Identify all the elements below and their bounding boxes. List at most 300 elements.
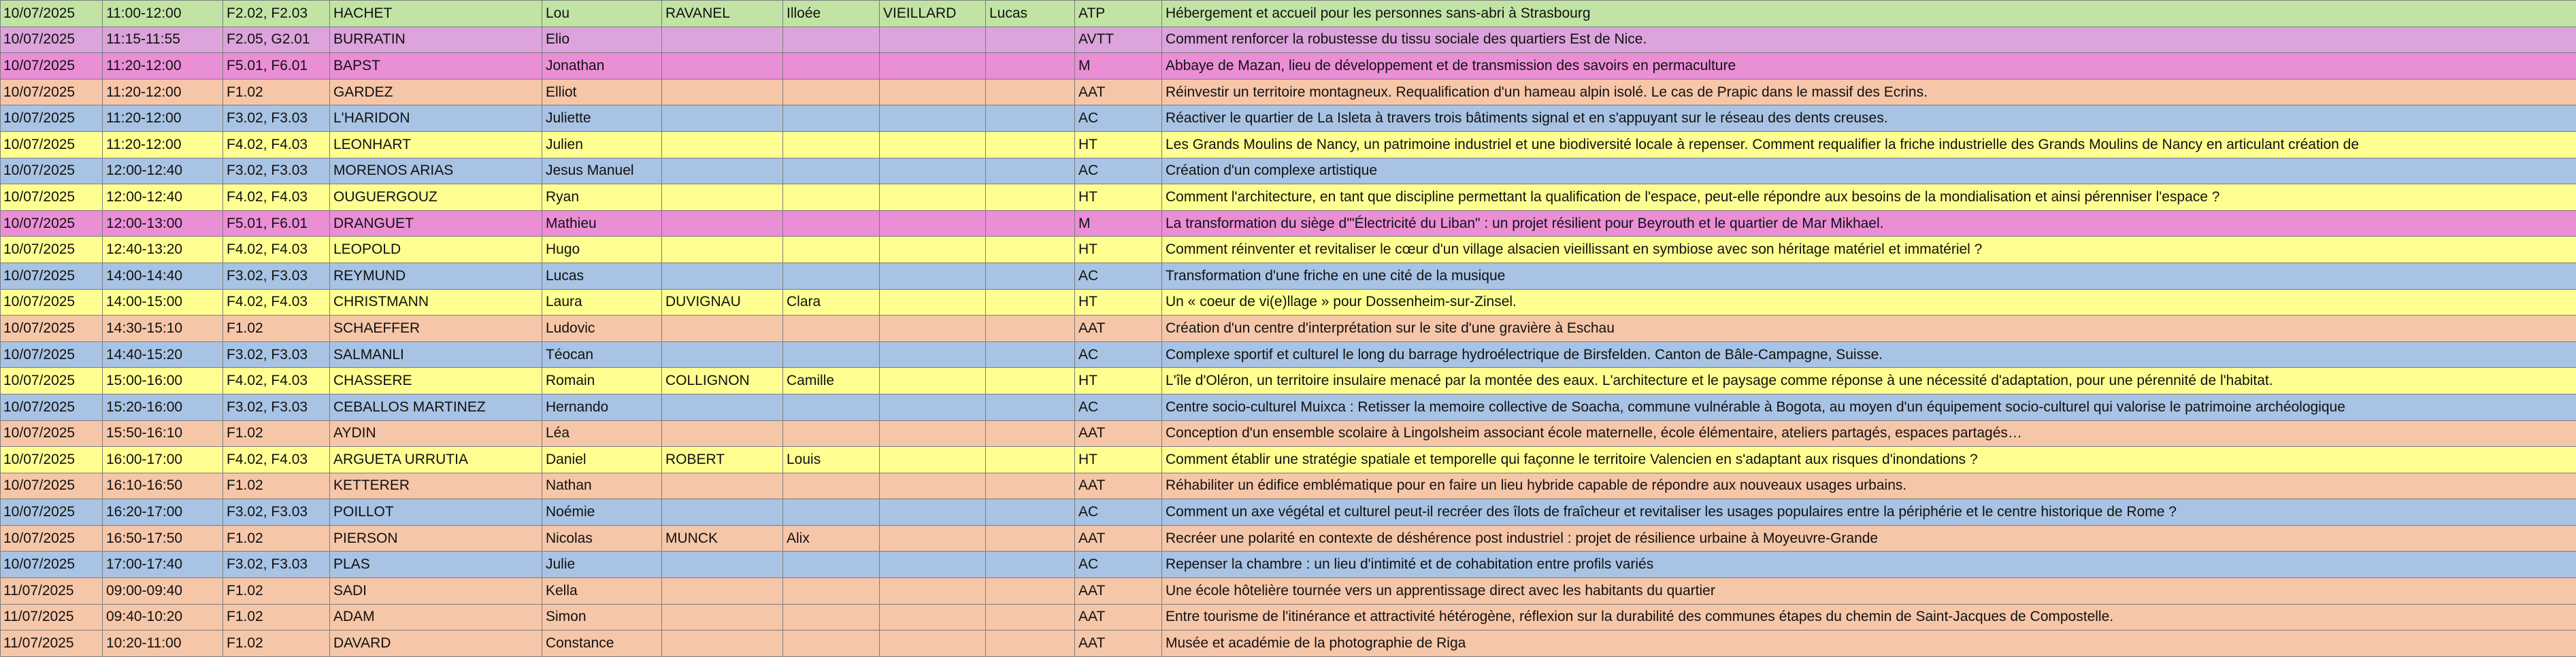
table-row[interactable]: [1, 210, 2576, 237]
last-name-cell[interactable]: CHRISTMANN: [330, 289, 542, 316]
first-name-cell[interactable]: Lucas: [542, 263, 662, 289]
partner-first-name-cell[interactable]: [783, 552, 880, 578]
room-cell[interactable]: F3.02, F3.03: [223, 158, 330, 184]
track-cell[interactable]: AC: [1075, 341, 1162, 368]
date-cell[interactable]: 10/07/2025: [1, 525, 103, 552]
track-cell[interactable]: AAT: [1075, 630, 1162, 657]
partner2-last-name-cell[interactable]: [880, 525, 986, 552]
time-cell[interactable]: 09:00-09:40: [103, 578, 223, 605]
first-name-cell[interactable]: Léa: [542, 420, 662, 447]
first-name-cell[interactable]: Nicolas: [542, 525, 662, 552]
subject-cell[interactable]: Une école hôtelière tournée vers un apprentissage direct avec les habitants du quartier: [1162, 578, 2576, 605]
time-cell[interactable]: 11:20-12:00: [103, 131, 223, 158]
time-cell[interactable]: 16:20-17:00: [103, 499, 223, 526]
last-name-cell[interactable]: SALMANLI: [330, 341, 542, 368]
subject-cell[interactable]: Les Grands Moulins de Nancy, un patrimoine industriel et une biodiversité locale à repenser. Comment requalifier la friche industrielle des Grands Moulins de Nancy en articulant création de: [1162, 131, 2576, 158]
partner-last-name-cell[interactable]: [662, 53, 783, 80]
room-cell[interactable]: F3.02, F3.03: [223, 552, 330, 578]
date-cell[interactable]: 10/07/2025: [1, 131, 103, 158]
subject-cell[interactable]: Réinvestir un territoire montagneux. Requalification d'un hameau alpin isolé. Le cas de Prapic dans le massif des Ecrins.: [1162, 79, 2576, 105]
table-row[interactable]: [1, 368, 2576, 394]
subject-cell[interactable]: Transformation d'une friche en une cité de la musique: [1162, 263, 2576, 289]
partner2-last-name-cell[interactable]: [880, 447, 986, 473]
last-name-cell[interactable]: ARGUETA URRUTIA: [330, 447, 542, 473]
date-cell[interactable]: 10/07/2025: [1, 499, 103, 526]
partner-last-name-cell[interactable]: [662, 210, 783, 237]
partner-first-name-cell[interactable]: Clara: [783, 289, 880, 316]
table-row[interactable]: [1, 53, 2576, 80]
partner2-last-name-cell[interactable]: [880, 184, 986, 211]
subject-cell[interactable]: Création d'un centre d'interprétation sur le site d'une gravière à Eschau: [1162, 316, 2576, 342]
date-cell[interactable]: 10/07/2025: [1, 447, 103, 473]
partner-last-name-cell[interactable]: COLLIGNON: [662, 368, 783, 394]
track-cell[interactable]: AAT: [1075, 420, 1162, 447]
date-cell[interactable]: 10/07/2025: [1, 341, 103, 368]
first-name-cell[interactable]: Laura: [542, 289, 662, 316]
table-row[interactable]: [1, 263, 2576, 289]
subject-cell[interactable]: Création d'un complexe artistique: [1162, 158, 2576, 184]
partner2-first-name-cell[interactable]: [986, 263, 1075, 289]
partner2-first-name-cell[interactable]: [986, 447, 1075, 473]
partner2-last-name-cell[interactable]: [880, 604, 986, 630]
date-cell[interactable]: 10/07/2025: [1, 394, 103, 420]
subject-cell[interactable]: Comment renforcer la robustesse du tissu sociale des quartiers Est de Nice.: [1162, 27, 2576, 53]
room-cell[interactable]: F1.02: [223, 316, 330, 342]
partner2-first-name-cell[interactable]: [986, 210, 1075, 237]
partner-first-name-cell[interactable]: [783, 341, 880, 368]
first-name-cell[interactable]: Kella: [542, 578, 662, 605]
partner2-first-name-cell[interactable]: [986, 630, 1075, 657]
partner-first-name-cell[interactable]: Alix: [783, 525, 880, 552]
room-cell[interactable]: F1.02: [223, 525, 330, 552]
first-name-cell[interactable]: Elliot: [542, 79, 662, 105]
time-cell[interactable]: 12:00-12:40: [103, 184, 223, 211]
partner2-first-name-cell[interactable]: [986, 552, 1075, 578]
partner2-first-name-cell[interactable]: [986, 79, 1075, 105]
date-cell[interactable]: 11/07/2025: [1, 630, 103, 657]
date-cell[interactable]: 10/07/2025: [1, 27, 103, 53]
track-cell[interactable]: AAT: [1075, 578, 1162, 605]
partner-last-name-cell[interactable]: [662, 420, 783, 447]
time-cell[interactable]: 11:20-12:00: [103, 53, 223, 80]
first-name-cell[interactable]: Daniel: [542, 447, 662, 473]
room-cell[interactable]: F1.02: [223, 420, 330, 447]
track-cell[interactable]: AAT: [1075, 316, 1162, 342]
partner2-last-name-cell[interactable]: [880, 53, 986, 80]
date-cell[interactable]: 10/07/2025: [1, 105, 103, 132]
partner-last-name-cell[interactable]: DUVIGNAU: [662, 289, 783, 316]
room-cell[interactable]: F4.02, F4.03: [223, 289, 330, 316]
first-name-cell[interactable]: Julie: [542, 552, 662, 578]
track-cell[interactable]: HT: [1075, 184, 1162, 211]
first-name-cell[interactable]: Ludovic: [542, 316, 662, 342]
partner2-first-name-cell[interactable]: [986, 184, 1075, 211]
partner2-last-name-cell[interactable]: [880, 237, 986, 263]
track-cell[interactable]: AAT: [1075, 604, 1162, 630]
time-cell[interactable]: 11:20-12:00: [103, 105, 223, 132]
track-cell[interactable]: HT: [1075, 289, 1162, 316]
first-name-cell[interactable]: Juliette: [542, 105, 662, 132]
partner2-last-name-cell[interactable]: [880, 105, 986, 132]
room-cell[interactable]: F3.02, F3.03: [223, 394, 330, 420]
partner2-last-name-cell[interactable]: [880, 394, 986, 420]
time-cell[interactable]: 16:00-17:00: [103, 447, 223, 473]
first-name-cell[interactable]: Constance: [542, 630, 662, 657]
time-cell[interactable]: 11:15-11:55: [103, 27, 223, 53]
table-row[interactable]: [1, 604, 2576, 630]
last-name-cell[interactable]: ADAM: [330, 604, 542, 630]
partner-first-name-cell[interactable]: Louis: [783, 447, 880, 473]
table-row[interactable]: [1, 131, 2576, 158]
time-cell[interactable]: 09:40-10:20: [103, 604, 223, 630]
first-name-cell[interactable]: Julien: [542, 131, 662, 158]
track-cell[interactable]: HT: [1075, 237, 1162, 263]
partner2-last-name-cell[interactable]: [880, 552, 986, 578]
time-cell[interactable]: 15:00-16:00: [103, 368, 223, 394]
room-cell[interactable]: F4.02, F4.03: [223, 368, 330, 394]
table-row[interactable]: [1, 184, 2576, 211]
date-cell[interactable]: 10/07/2025: [1, 420, 103, 447]
room-cell[interactable]: F1.02: [223, 473, 330, 499]
last-name-cell[interactable]: BAPST: [330, 53, 542, 80]
track-cell[interactable]: ATP: [1075, 1, 1162, 27]
subject-cell[interactable]: Hébergement et accueil pour les personnes sans-abri à Strasbourg: [1162, 1, 2576, 27]
table-row[interactable]: [1, 630, 2576, 657]
date-cell[interactable]: 10/07/2025: [1, 79, 103, 105]
partner2-last-name-cell[interactable]: VIEILLARD: [880, 1, 986, 27]
last-name-cell[interactable]: SCHAEFFER: [330, 316, 542, 342]
first-name-cell[interactable]: Noémie: [542, 499, 662, 526]
partner-last-name-cell[interactable]: MUNCK: [662, 525, 783, 552]
partner-last-name-cell[interactable]: [662, 105, 783, 132]
room-cell[interactable]: F5.01, F6.01: [223, 210, 330, 237]
first-name-cell[interactable]: Ryan: [542, 184, 662, 211]
track-cell[interactable]: M: [1075, 53, 1162, 80]
track-cell[interactable]: AC: [1075, 552, 1162, 578]
table-row[interactable]: [1, 79, 2576, 105]
partner-first-name-cell[interactable]: [783, 158, 880, 184]
date-cell[interactable]: 11/07/2025: [1, 604, 103, 630]
subject-cell[interactable]: Complexe sportif et culturel le long du barrage hydroélectrique de Birsfelden. Canton de Bâle-Campagne, Suisse.: [1162, 341, 2576, 368]
partner2-first-name-cell[interactable]: [986, 237, 1075, 263]
last-name-cell[interactable]: KETTERER: [330, 473, 542, 499]
time-cell[interactable]: 10:20-11:00: [103, 630, 223, 657]
partner2-first-name-cell[interactable]: [986, 394, 1075, 420]
room-cell[interactable]: F5.01, F6.01: [223, 53, 330, 80]
partner-last-name-cell[interactable]: [662, 604, 783, 630]
partner2-last-name-cell[interactable]: [880, 79, 986, 105]
subject-cell[interactable]: Entre tourisme de l'itinérance et attractivité hétérogène, réflexion sur la durabilité des communes étapes du chemin de Saint-Jacques de Compostelle.: [1162, 604, 2576, 630]
subject-cell[interactable]: L'île d'Oléron, un territoire insulaire menacé par la montée des eaux. L'architecture et le paysage comme réponse à une nécessité d'adaptation, pour une pérennité de l'habitat.: [1162, 368, 2576, 394]
partner2-last-name-cell[interactable]: [880, 368, 986, 394]
room-cell[interactable]: F1.02: [223, 604, 330, 630]
partner-first-name-cell[interactable]: [783, 473, 880, 499]
room-cell[interactable]: F4.02, F4.03: [223, 131, 330, 158]
subject-cell[interactable]: Conception d'un ensemble scolaire à Lingolsheim associant école maternelle, école élémentaire, ateliers partagés, espaces partagés…: [1162, 420, 2576, 447]
partner-last-name-cell[interactable]: [662, 499, 783, 526]
last-name-cell[interactable]: POILLOT: [330, 499, 542, 526]
partner-last-name-cell[interactable]: [662, 79, 783, 105]
partner2-first-name-cell[interactable]: [986, 289, 1075, 316]
partner2-last-name-cell[interactable]: [880, 210, 986, 237]
date-cell[interactable]: 10/07/2025: [1, 263, 103, 289]
partner-last-name-cell[interactable]: [662, 473, 783, 499]
time-cell[interactable]: 14:00-15:00: [103, 289, 223, 316]
track-cell[interactable]: M: [1075, 210, 1162, 237]
track-cell[interactable]: AAT: [1075, 473, 1162, 499]
partner2-last-name-cell[interactable]: [880, 499, 986, 526]
subject-cell[interactable]: La transformation du siège d'"Électricité du Liban" : un projet résilient pour Beyrouth et le quartier de Mar Mikhael.: [1162, 210, 2576, 237]
date-cell[interactable]: 10/07/2025: [1, 53, 103, 80]
subject-cell[interactable]: Comment l'architecture, en tant que discipline permettant la qualification de l'espace, peut-elle répondre aux besoins de la mondialisation et ainsi pérenniser l'espace ?: [1162, 184, 2576, 211]
partner-first-name-cell[interactable]: [783, 578, 880, 605]
partner2-last-name-cell[interactable]: [880, 630, 986, 657]
first-name-cell[interactable]: Elio: [542, 27, 662, 53]
partner-first-name-cell[interactable]: [783, 394, 880, 420]
last-name-cell[interactable]: GARDEZ: [330, 79, 542, 105]
table-row[interactable]: [1, 499, 2576, 526]
time-cell[interactable]: 17:00-17:40: [103, 552, 223, 578]
last-name-cell[interactable]: L'HARIDON: [330, 105, 542, 132]
track-cell[interactable]: AC: [1075, 158, 1162, 184]
room-cell[interactable]: F1.02: [223, 630, 330, 657]
partner-first-name-cell[interactable]: [783, 131, 880, 158]
partner-first-name-cell[interactable]: [783, 630, 880, 657]
last-name-cell[interactable]: CHASSERE: [330, 368, 542, 394]
table-row[interactable]: [1, 525, 2576, 552]
partner-first-name-cell[interactable]: Camille: [783, 368, 880, 394]
partner-first-name-cell[interactable]: [783, 210, 880, 237]
date-cell[interactable]: 10/07/2025: [1, 316, 103, 342]
partner-last-name-cell[interactable]: [662, 263, 783, 289]
date-cell[interactable]: 10/07/2025: [1, 552, 103, 578]
partner-first-name-cell[interactable]: [783, 27, 880, 53]
partner-first-name-cell[interactable]: [783, 53, 880, 80]
table-row[interactable]: [1, 289, 2576, 316]
first-name-cell[interactable]: Hernando: [542, 394, 662, 420]
table-row[interactable]: [1, 394, 2576, 420]
date-cell[interactable]: 10/07/2025: [1, 1, 103, 27]
first-name-cell[interactable]: Hugo: [542, 237, 662, 263]
last-name-cell[interactable]: LEONHART: [330, 131, 542, 158]
partner-last-name-cell[interactable]: [662, 184, 783, 211]
track-cell[interactable]: AAT: [1075, 525, 1162, 552]
room-cell[interactable]: F1.02: [223, 79, 330, 105]
partner-last-name-cell[interactable]: [662, 158, 783, 184]
partner2-first-name-cell[interactable]: [986, 341, 1075, 368]
table-row[interactable]: [1, 1, 2576, 27]
table-row[interactable]: [1, 473, 2576, 499]
time-cell[interactable]: 15:50-16:10: [103, 420, 223, 447]
last-name-cell[interactable]: SADI: [330, 578, 542, 605]
room-cell[interactable]: F3.02, F3.03: [223, 341, 330, 368]
partner2-first-name-cell[interactable]: [986, 499, 1075, 526]
partner2-first-name-cell[interactable]: [986, 105, 1075, 132]
last-name-cell[interactable]: REYMUND: [330, 263, 542, 289]
partner-first-name-cell[interactable]: [783, 263, 880, 289]
table-row[interactable]: [1, 552, 2576, 578]
date-cell[interactable]: 10/07/2025: [1, 210, 103, 237]
table-row[interactable]: [1, 447, 2576, 473]
partner-last-name-cell[interactable]: RAVANEL: [662, 1, 783, 27]
table-row[interactable]: [1, 420, 2576, 447]
track-cell[interactable]: HT: [1075, 447, 1162, 473]
track-cell[interactable]: AC: [1075, 394, 1162, 420]
partner2-first-name-cell[interactable]: [986, 578, 1075, 605]
table-row[interactable]: [1, 158, 2576, 184]
table-row[interactable]: [1, 341, 2576, 368]
date-cell[interactable]: 10/07/2025: [1, 158, 103, 184]
track-cell[interactable]: AC: [1075, 263, 1162, 289]
partner2-first-name-cell[interactable]: Lucas: [986, 1, 1075, 27]
date-cell[interactable]: 11/07/2025: [1, 578, 103, 605]
time-cell[interactable]: 11:00-12:00: [103, 1, 223, 27]
partner2-last-name-cell[interactable]: [880, 158, 986, 184]
time-cell[interactable]: 14:00-14:40: [103, 263, 223, 289]
room-cell[interactable]: F4.02, F4.03: [223, 447, 330, 473]
time-cell[interactable]: 15:20-16:00: [103, 394, 223, 420]
time-cell[interactable]: 16:50-17:50: [103, 525, 223, 552]
partner-last-name-cell[interactable]: [662, 552, 783, 578]
last-name-cell[interactable]: OUGUERGOUZ: [330, 184, 542, 211]
last-name-cell[interactable]: HACHET: [330, 1, 542, 27]
partner-first-name-cell[interactable]: [783, 604, 880, 630]
last-name-cell[interactable]: PLAS: [330, 552, 542, 578]
partner-last-name-cell[interactable]: [662, 578, 783, 605]
partner2-first-name-cell[interactable]: [986, 473, 1075, 499]
subject-cell[interactable]: Centre socio-culturel Muixca : Retisser la memoire collective de Soacha, commune vulnérable à Bogota, au moyen d'un équipement socio-culturel qui valorise le patrimoine archéologique: [1162, 394, 2576, 420]
table-row[interactable]: [1, 578, 2576, 605]
track-cell[interactable]: AC: [1075, 499, 1162, 526]
partner-last-name-cell[interactable]: [662, 237, 783, 263]
partner2-first-name-cell[interactable]: [986, 131, 1075, 158]
last-name-cell[interactable]: DAVARD: [330, 630, 542, 657]
first-name-cell[interactable]: Jonathan: [542, 53, 662, 80]
partner-last-name-cell[interactable]: [662, 630, 783, 657]
partner-last-name-cell[interactable]: [662, 27, 783, 53]
subject-cell[interactable]: Réactiver le quartier de La Isleta à travers trois bâtiments signal et en s'appuyant sur le réseau des dents creuses.: [1162, 105, 2576, 132]
partner-first-name-cell[interactable]: [783, 237, 880, 263]
time-cell[interactable]: 12:00-12:40: [103, 158, 223, 184]
partner2-last-name-cell[interactable]: [880, 420, 986, 447]
track-cell[interactable]: AC: [1075, 105, 1162, 132]
last-name-cell[interactable]: BURRATIN: [330, 27, 542, 53]
time-cell[interactable]: 16:10-16:50: [103, 473, 223, 499]
date-cell[interactable]: 10/07/2025: [1, 368, 103, 394]
last-name-cell[interactable]: PIERSON: [330, 525, 542, 552]
table-row[interactable]: [1, 316, 2576, 342]
first-name-cell[interactable]: Simon: [542, 604, 662, 630]
partner2-first-name-cell[interactable]: [986, 27, 1075, 53]
room-cell[interactable]: F2.05, G2.01: [223, 27, 330, 53]
partner2-last-name-cell[interactable]: [880, 578, 986, 605]
subject-cell[interactable]: Repenser la chambre : un lieu d'intimité et de cohabitation entre profils variés: [1162, 552, 2576, 578]
partner2-last-name-cell[interactable]: [880, 341, 986, 368]
last-name-cell[interactable]: CEBALLOS MARTINEZ: [330, 394, 542, 420]
partner2-first-name-cell[interactable]: [986, 158, 1075, 184]
last-name-cell[interactable]: AYDIN: [330, 420, 542, 447]
subject-cell[interactable]: Abbaye de Mazan, lieu de développement et de transmission des savoirs en permaculture: [1162, 53, 2576, 80]
track-cell[interactable]: AVTT: [1075, 27, 1162, 53]
partner-last-name-cell[interactable]: [662, 316, 783, 342]
time-cell[interactable]: 12:00-13:00: [103, 210, 223, 237]
first-name-cell[interactable]: Nathan: [542, 473, 662, 499]
first-name-cell[interactable]: Téocan: [542, 341, 662, 368]
subject-cell[interactable]: Recréer une polarité en contexte de déshérence post industriel : projet de résilience urbaine à Moyeuvre-Grande: [1162, 525, 2576, 552]
subject-cell[interactable]: Musée et académie de la photographie de Riga: [1162, 630, 2576, 657]
partner-last-name-cell[interactable]: [662, 131, 783, 158]
time-cell[interactable]: 14:30-15:10: [103, 316, 223, 342]
partner-first-name-cell[interactable]: [783, 79, 880, 105]
subject-cell[interactable]: Réhabiliter un édifice emblématique pour en faire un lieu hybride capable de répondre aux nouveaux usages urbains.: [1162, 473, 2576, 499]
partner2-last-name-cell[interactable]: [880, 473, 986, 499]
subject-cell[interactable]: Un « coeur de vi(e)llage » pour Dossenheim-sur-Zinsel.: [1162, 289, 2576, 316]
last-name-cell[interactable]: LEOPOLD: [330, 237, 542, 263]
partner-first-name-cell[interactable]: Illoée: [783, 1, 880, 27]
room-cell[interactable]: F3.02, F3.03: [223, 263, 330, 289]
partner-first-name-cell[interactable]: [783, 420, 880, 447]
first-name-cell[interactable]: Jesus Manuel: [542, 158, 662, 184]
partner2-last-name-cell[interactable]: [880, 289, 986, 316]
partner2-first-name-cell[interactable]: [986, 53, 1075, 80]
partner2-last-name-cell[interactable]: [880, 263, 986, 289]
time-cell[interactable]: 12:40-13:20: [103, 237, 223, 263]
track-cell[interactable]: HT: [1075, 131, 1162, 158]
date-cell[interactable]: 10/07/2025: [1, 473, 103, 499]
date-cell[interactable]: 10/07/2025: [1, 237, 103, 263]
partner2-first-name-cell[interactable]: [986, 604, 1075, 630]
partner2-last-name-cell[interactable]: [880, 316, 986, 342]
room-cell[interactable]: F3.02, F3.03: [223, 499, 330, 526]
last-name-cell[interactable]: DRANGUET: [330, 210, 542, 237]
partner-last-name-cell[interactable]: ROBERT: [662, 447, 783, 473]
first-name-cell[interactable]: Mathieu: [542, 210, 662, 237]
partner2-last-name-cell[interactable]: [880, 27, 986, 53]
subject-cell[interactable]: Comment un axe végétal et culturel peut-il recréer des îlots de fraîcheur et revitaliser les usages populaires entre la périphérie et le centre historique de Rome ?: [1162, 499, 2576, 526]
room-cell[interactable]: F4.02, F4.03: [223, 184, 330, 211]
room-cell[interactable]: F1.02: [223, 578, 330, 605]
subject-cell[interactable]: Comment réinventer et revitaliser le cœur d'un village alsacien vieillissant en symbiose avec son héritage matériel et immatériel ?: [1162, 237, 2576, 263]
room-cell[interactable]: F2.02, F2.03: [223, 1, 330, 27]
partner2-first-name-cell[interactable]: [986, 420, 1075, 447]
partner-last-name-cell[interactable]: [662, 341, 783, 368]
partner2-first-name-cell[interactable]: [986, 368, 1075, 394]
date-cell[interactable]: 10/07/2025: [1, 184, 103, 211]
date-cell[interactable]: 10/07/2025: [1, 289, 103, 316]
room-cell[interactable]: F4.02, F4.03: [223, 237, 330, 263]
track-cell[interactable]: AAT: [1075, 79, 1162, 105]
first-name-cell[interactable]: Lou: [542, 1, 662, 27]
time-cell[interactable]: 14:40-15:20: [103, 341, 223, 368]
room-cell[interactable]: F3.02, F3.03: [223, 105, 330, 132]
partner-last-name-cell[interactable]: [662, 394, 783, 420]
partner2-first-name-cell[interactable]: [986, 525, 1075, 552]
track-cell[interactable]: HT: [1075, 368, 1162, 394]
partner2-first-name-cell[interactable]: [986, 316, 1075, 342]
partner-first-name-cell[interactable]: [783, 105, 880, 132]
first-name-cell[interactable]: Romain: [542, 368, 662, 394]
table-row[interactable]: [1, 237, 2576, 263]
partner2-last-name-cell[interactable]: [880, 131, 986, 158]
last-name-cell[interactable]: MORENOS ARIAS: [330, 158, 542, 184]
table-row[interactable]: [1, 105, 2576, 132]
table-row[interactable]: [1, 27, 2576, 53]
partner-first-name-cell[interactable]: [783, 316, 880, 342]
partner-first-name-cell[interactable]: [783, 499, 880, 526]
partner-first-name-cell[interactable]: [783, 184, 880, 211]
time-cell[interactable]: 11:20-12:00: [103, 79, 223, 105]
subject-cell[interactable]: Comment établir une stratégie spatiale et temporelle qui façonne le territoire Valencien en s'adaptant aux risques d'inondations ?: [1162, 447, 2576, 473]
